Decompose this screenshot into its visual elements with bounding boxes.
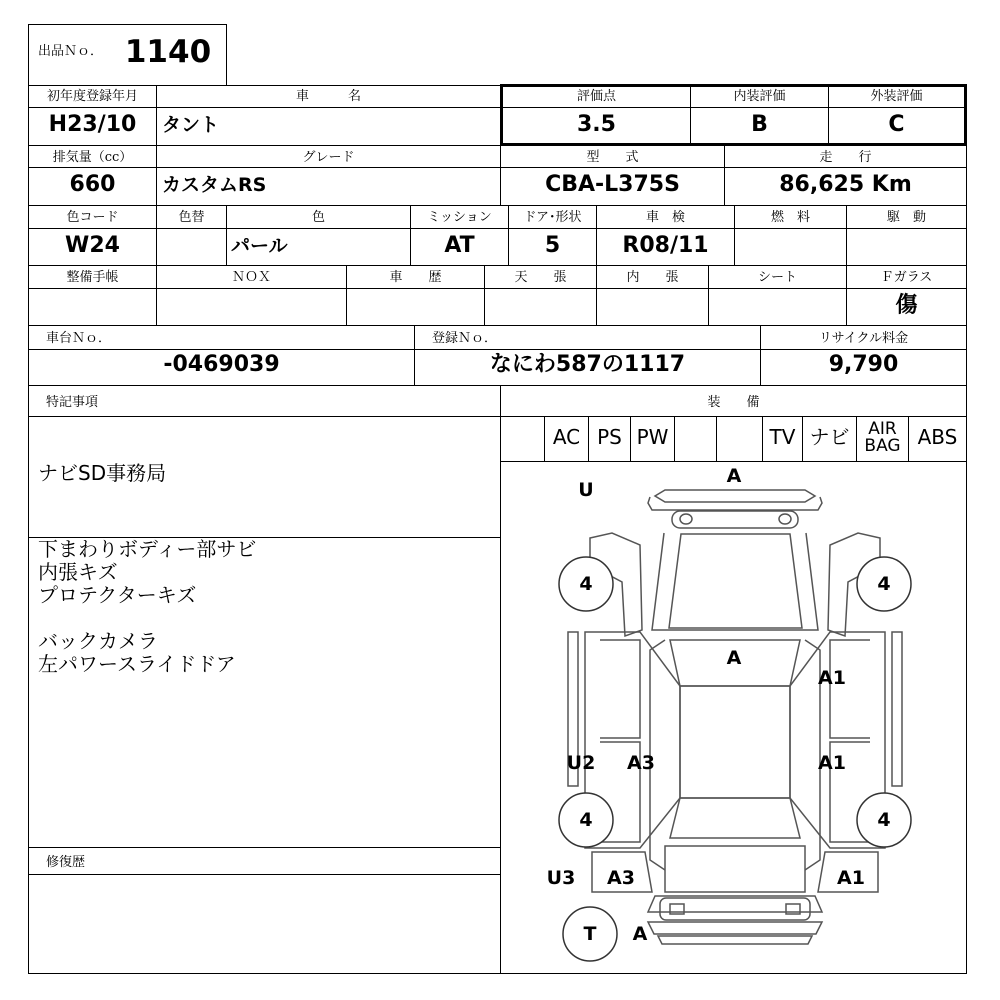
color-change-label: 色替 [178,210,205,225]
code-right-rear-door: A1 [818,752,846,774]
fuel-label: 燃 料 [770,210,810,225]
first-reg-label: 初年度登録年月 [46,89,138,104]
reg-label: 登録Ｎｏ． [432,331,498,346]
notes-top: ナビSD事務局 [38,461,167,485]
equip-abs: ABS [917,425,958,449]
code-right-rear-quarter: A1 [837,867,865,889]
score-value: 3.5 [577,112,616,137]
reg-value: なにわ587の1117 [489,352,686,377]
code-left-rear-door-2: A3 [627,752,655,774]
mileage-label: 走 行 [819,150,872,165]
equip-ac: AC [552,425,581,449]
recycle-value: 9,790 [828,352,899,377]
seat-label: シート [757,270,797,285]
exterior-value: C [888,112,905,137]
displacement-label: 排気量（cc） [52,150,133,165]
displacement-value: 660 [69,172,116,197]
score-label: 評価点 [576,89,616,104]
code-left-rear-quarter-2: A3 [607,867,635,889]
model-label: 型 式 [586,150,639,165]
code-tire-rear-right: 4 [877,809,891,831]
note-line: 左パワースライドドア [38,652,236,676]
code-left-rear-quarter-1: U3 [546,867,576,889]
color-label: 色 [311,210,325,225]
color-value: パール [231,235,288,257]
code-roof: A [726,647,742,669]
recycle-label: リサイクル料金 [818,331,909,346]
door-value: 5 [544,233,561,258]
chassis-label: 車台Ｎｏ． [46,331,112,346]
fglass-label: Ｆガラス [880,270,933,285]
grade-label: グレード [302,150,355,165]
service-label: 整備手帳 [66,270,119,285]
drive-label: 駆 動 [886,210,926,225]
car-name-label: 車 名 [295,89,361,104]
color-code-value: W24 [65,233,120,258]
note-line: プロテクターキズ [38,583,197,607]
equip-pw: PW [636,425,669,449]
history-label: 車 歴 [389,270,442,285]
interior-value: B [751,112,768,137]
interior-trim-label: 内 張 [626,270,679,285]
fglass-value: 傷 [895,293,918,318]
code-spare-tire: T [583,923,597,945]
code-right-front-door: A1 [818,667,846,689]
code-hood: U [578,479,594,501]
note-line: 内張キズ [38,560,118,584]
model-value: CBA-L375S [545,172,680,197]
code-front-bumper: A [726,465,742,487]
notes-label: 特記事項 [46,395,99,410]
inspection-value: R08/11 [622,233,709,258]
car-name-value: タント [162,114,220,136]
exterior-label: 外装評価 [870,89,923,104]
chassis-value: -0469039 [163,352,280,377]
mileage-value: 86,625 Km [779,172,912,197]
first-reg-value: H23/10 [48,112,137,137]
interior-label: 内装評価 [733,89,786,104]
lot-number: 1140 [124,34,212,70]
code-rear-bumper: A [632,923,648,945]
code-tire-front-right: 4 [877,573,891,595]
lot-label: 出品Ｎｏ． [38,44,104,59]
equip-navi: ナビ [809,425,850,449]
code-tire-rear-left: 4 [579,809,593,831]
grade-value: カスタムRS [162,174,267,196]
mission-label: ミッション [427,210,492,225]
note-line: バックカメラ [38,629,158,653]
nox-label: ＮＯＸ [231,270,271,285]
note-line: 下まわりボディー部サビ [38,537,257,561]
mission-value: AT [444,233,475,258]
color-code-label: 色コード [66,210,119,225]
roof-label: 天 張 [514,270,567,285]
door-label: ドア･形状 [523,210,582,225]
code-tire-front-left: 4 [579,573,593,595]
equipment-label: 装 備 [707,395,760,410]
equip-tv: TV [769,425,796,449]
equip-airbag: AIR BAG [864,419,901,456]
code-left-rear-door-1: U2 [566,752,596,774]
inspection-label: 車 検 [645,210,685,225]
equip-ps: PS [597,425,622,449]
repair-history-label: 修復歴 [46,855,86,870]
